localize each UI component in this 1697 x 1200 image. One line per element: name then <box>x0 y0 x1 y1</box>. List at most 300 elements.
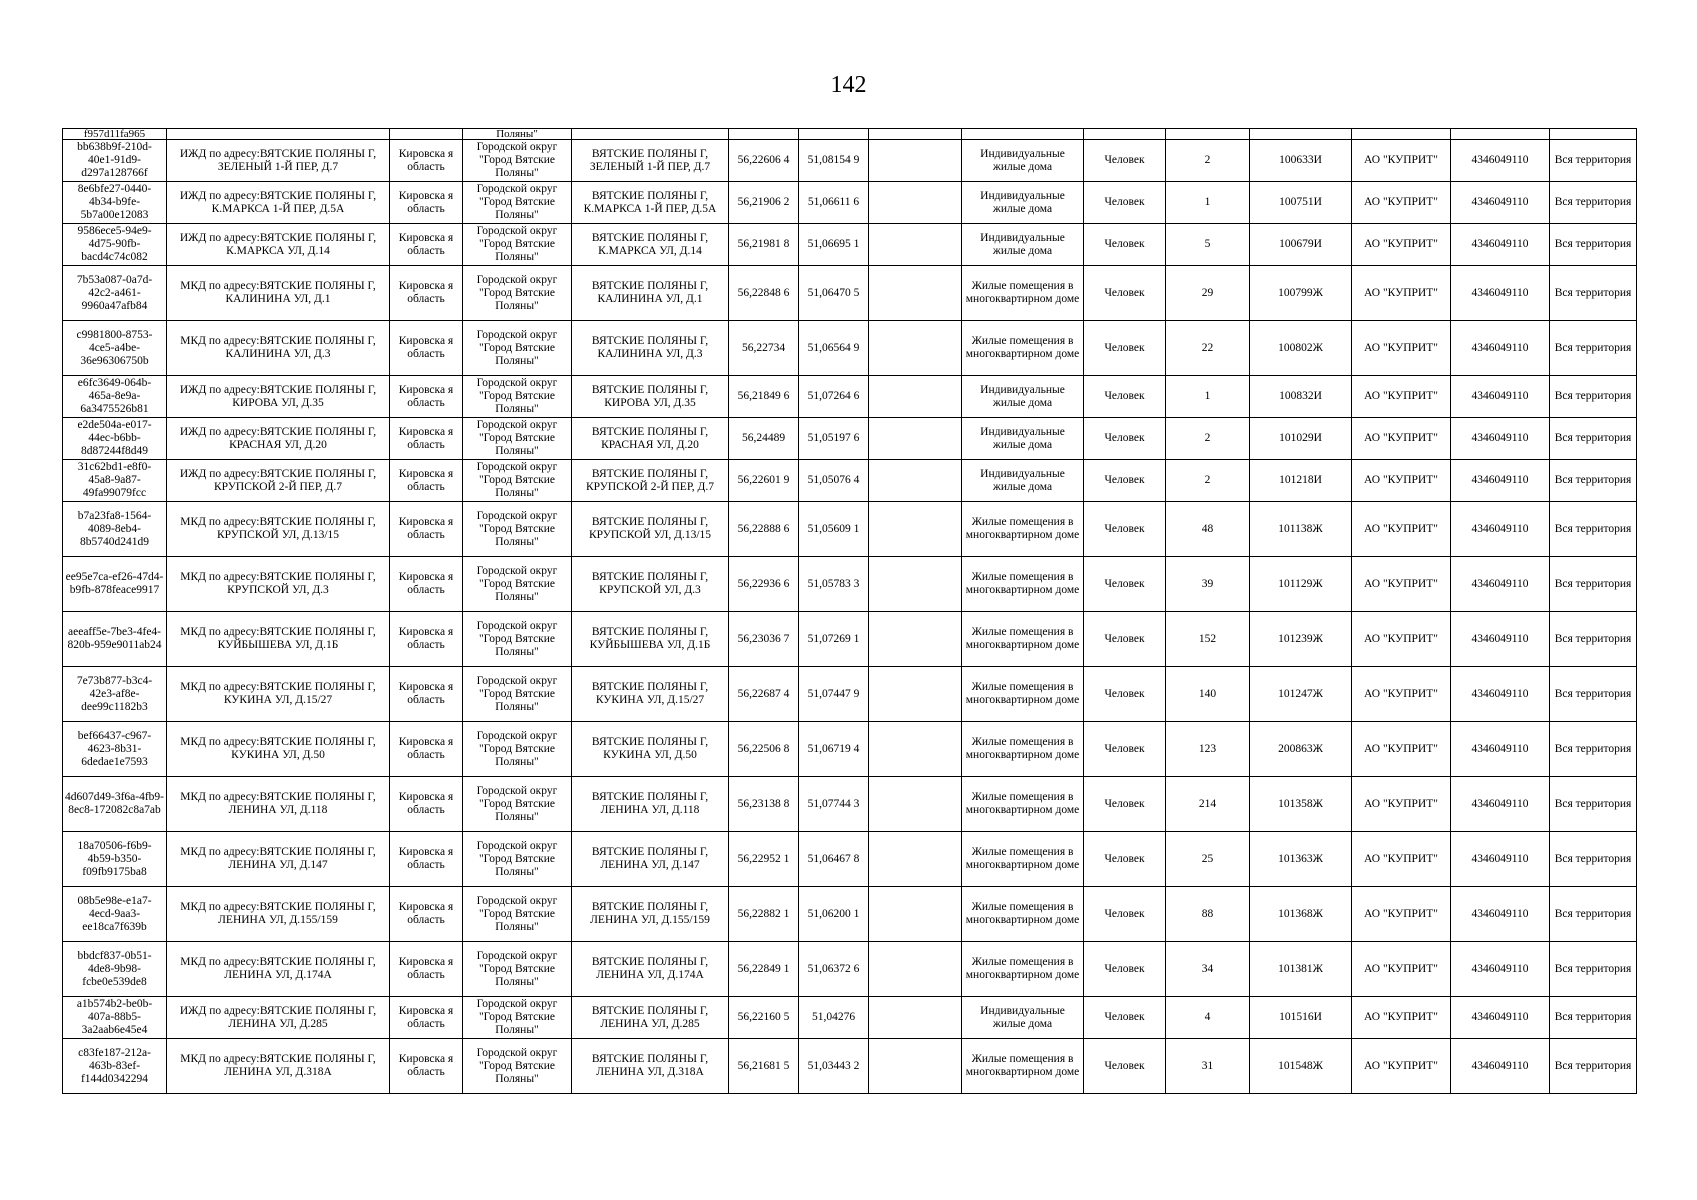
cell-longitude: 51,07447 9 <box>799 667 869 722</box>
cell-region: Кировска я область <box>390 266 463 321</box>
cell-address: ВЯТСКИЕ ПОЛЯНЫ Г, КАЛИНИНА УЛ, Д.1 <box>572 266 729 321</box>
cell-territory: Вся территория <box>1550 557 1637 612</box>
cell-empty <box>869 557 962 612</box>
cell-id: 7e73b877-b3c4-42e3-af8e-dee99c1182b3 <box>63 667 167 722</box>
cell-id: 18a70506-f6b9-4b59-b350-f09fb9175ba8 <box>63 832 167 887</box>
cell-address: ВЯТСКИЕ ПОЛЯНЫ Г, К.МАРКСА 1-Й ПЕР, Д.5А <box>572 182 729 224</box>
cell-object: МКД по адресу:ВЯТСКИЕ ПОЛЯНЫ Г, КУКИНА УЛ, Д.50 <box>167 722 390 777</box>
cell-count: 123 <box>1166 722 1250 777</box>
cell-count: 214 <box>1166 777 1250 832</box>
cell-district: Городской округ "Город Вятские Поляны" <box>463 887 572 942</box>
cell-count: 88 <box>1166 887 1250 942</box>
cell-address: ВЯТСКИЕ ПОЛЯНЫ Г, КАЛИНИНА УЛ, Д.3 <box>572 321 729 376</box>
table-row <box>63 140 1637 182</box>
cell-region: Кировска я область <box>390 182 463 224</box>
cell-type: Жилые помещения в многоквартирном доме <box>962 557 1084 612</box>
cell-empty <box>869 376 962 418</box>
cell-account: 101239Ж <box>1250 612 1352 667</box>
cell-count: 1 <box>1166 376 1250 418</box>
cell-account: 101368Ж <box>1250 887 1352 942</box>
cell-district: Поляны" <box>463 129 572 140</box>
cell-inn: 4346049110 <box>1451 321 1550 376</box>
cell-type: Жилые помещения в многоквартирном доме <box>962 1039 1084 1094</box>
cell-inn: 4346049110 <box>1451 667 1550 722</box>
cell-address: ВЯТСКИЕ ПОЛЯНЫ Г, КРУПСКОЙ УЛ, Д.3 <box>572 557 729 612</box>
cell-territory: Вся территория <box>1550 460 1637 502</box>
cell-region: Кировска я область <box>390 460 463 502</box>
cell-territory: Вся территория <box>1550 942 1637 997</box>
cell-count: 152 <box>1166 612 1250 667</box>
cell-id: 31c62bd1-e8f0-45a8-9a87-49fa99079fcc <box>63 460 167 502</box>
cell-region: Кировска я область <box>390 321 463 376</box>
cell-object: МКД по адресу:ВЯТСКИЕ ПОЛЯНЫ Г, КУКИНА УЛ, Д.15/27 <box>167 667 390 722</box>
cell-unit: Человек <box>1084 997 1166 1039</box>
table-row <box>63 997 1637 1039</box>
cell-longitude: 51,06372 6 <box>799 942 869 997</box>
cell-address: ВЯТСКИЕ ПОЛЯНЫ Г, КРУПСКОЙ УЛ, Д.13/15 <box>572 502 729 557</box>
cell-district: Городской округ "Город Вятские Поляны" <box>463 418 572 460</box>
cell-longitude: 51,05783 3 <box>799 557 869 612</box>
cell-district: Городской округ "Город Вятские Поляны" <box>463 376 572 418</box>
cell-address: ВЯТСКИЕ ПОЛЯНЫ Г, КИРОВА УЛ, Д.35 <box>572 376 729 418</box>
cell-longitude: 51,06467 8 <box>799 832 869 887</box>
table-row <box>63 418 1637 460</box>
cell-empty <box>869 832 962 887</box>
cell-operator: АО "КУПРИТ" <box>1352 887 1451 942</box>
cell-operator: АО "КУПРИТ" <box>1352 722 1451 777</box>
cell-unit: Человек <box>1084 722 1166 777</box>
cell-inn: 4346049110 <box>1451 224 1550 266</box>
cell-type: Жилые помещения в многоквартирном доме <box>962 832 1084 887</box>
cell-empty <box>869 140 962 182</box>
table-row <box>63 224 1637 266</box>
cell-account: 100679И <box>1250 224 1352 266</box>
cell-unit: Человек <box>1084 182 1166 224</box>
cell-operator: АО "КУПРИТ" <box>1352 1039 1451 1094</box>
cell-latitude: 56,24489 <box>729 418 799 460</box>
cell-count: 31 <box>1166 1039 1250 1094</box>
cell-empty <box>869 129 962 140</box>
cell-latitude: 56,21849 6 <box>729 376 799 418</box>
cell-operator: АО "КУПРИТ" <box>1352 557 1451 612</box>
cell-operator: АО "КУПРИТ" <box>1352 777 1451 832</box>
cell-type: Жилые помещения в многоквартирном доме <box>962 887 1084 942</box>
cell-unit: Человек <box>1084 224 1166 266</box>
cell-unit <box>1084 129 1166 140</box>
cell-type: Жилые помещения в многоквартирном доме <box>962 777 1084 832</box>
cell-longitude: 51,06695 1 <box>799 224 869 266</box>
cell-latitude <box>729 129 799 140</box>
cell-territory: Вся территория <box>1550 887 1637 942</box>
cell-empty <box>869 418 962 460</box>
cell-empty <box>869 321 962 376</box>
cell-count: 22 <box>1166 321 1250 376</box>
cell-object: ИЖД по адресу:ВЯТСКИЕ ПОЛЯНЫ Г, КИРОВА УЛ, Д.35 <box>167 376 390 418</box>
cell-territory: Вся территория <box>1550 1039 1637 1094</box>
cell-empty <box>869 667 962 722</box>
cell-account: 100799Ж <box>1250 266 1352 321</box>
cell-district: Городской округ "Город Вятские Поляны" <box>463 321 572 376</box>
cell-district: Городской округ "Город Вятские Поляны" <box>463 997 572 1039</box>
cell-territory: Вся территория <box>1550 832 1637 887</box>
cell-account: 101516И <box>1250 997 1352 1039</box>
cell-type: Жилые помещения в многоквартирном доме <box>962 722 1084 777</box>
cell-id: c83fe187-212a-463b-83ef-f144d0342294 <box>63 1039 167 1094</box>
cell-object: ИЖД по адресу:ВЯТСКИЕ ПОЛЯНЫ Г, К.МАРКСА 1-Й ПЕР, Д.5А <box>167 182 390 224</box>
cell-operator: АО "КУПРИТ" <box>1352 418 1451 460</box>
cell-empty <box>869 722 962 777</box>
cell-territory: Вся территория <box>1550 667 1637 722</box>
table-row <box>63 460 1637 502</box>
cell-inn: 4346049110 <box>1451 460 1550 502</box>
table-row-continued <box>63 129 1637 140</box>
cell-unit: Человек <box>1084 418 1166 460</box>
cell-longitude: 51,07269 1 <box>799 612 869 667</box>
cell-account: 101363Ж <box>1250 832 1352 887</box>
cell-latitude: 56,22848 6 <box>729 266 799 321</box>
cell-latitude: 56,21981 8 <box>729 224 799 266</box>
cell-region: Кировска я область <box>390 502 463 557</box>
cell-count: 39 <box>1166 557 1250 612</box>
cell-account: 100751И <box>1250 182 1352 224</box>
cell-territory: Вся территория <box>1550 418 1637 460</box>
cell-latitude: 56,23138 8 <box>729 777 799 832</box>
cell-district: Городской округ "Город Вятские Поляны" <box>463 557 572 612</box>
cell-inn: 4346049110 <box>1451 1039 1550 1094</box>
cell-type: Жилые помещения в многоквартирном доме <box>962 667 1084 722</box>
cell-district: Городской округ "Город Вятские Поляны" <box>463 612 572 667</box>
cell-type: Индивидуальные жилые дома <box>962 224 1084 266</box>
cell-empty <box>869 612 962 667</box>
cell-unit: Человек <box>1084 321 1166 376</box>
cell-operator <box>1352 129 1451 140</box>
cell-territory: Вся территория <box>1550 722 1637 777</box>
cell-object: ИЖД по адресу:ВЯТСКИЕ ПОЛЯНЫ Г, К.МАРКСА УЛ, Д.14 <box>167 224 390 266</box>
cell-type: Жилые помещения в многоквартирном доме <box>962 502 1084 557</box>
cell-unit: Человек <box>1084 887 1166 942</box>
cell-account: 101218И <box>1250 460 1352 502</box>
cell-address: ВЯТСКИЕ ПОЛЯНЫ Г, КРАСНАЯ УЛ, Д.20 <box>572 418 729 460</box>
cell-longitude: 51,06611 6 <box>799 182 869 224</box>
table-row <box>63 887 1637 942</box>
cell-account: 101381Ж <box>1250 942 1352 997</box>
table-row <box>63 266 1637 321</box>
cell-type: Индивидуальные жилые дома <box>962 376 1084 418</box>
cell-address: ВЯТСКИЕ ПОЛЯНЫ Г, КУКИНА УЛ, Д.15/27 <box>572 667 729 722</box>
cell-type: Индивидуальные жилые дома <box>962 997 1084 1039</box>
table-row <box>63 942 1637 997</box>
cell-account: 101129Ж <box>1250 557 1352 612</box>
cell-region <box>390 129 463 140</box>
cell-empty <box>869 887 962 942</box>
cell-type: Жилые помещения в многоквартирном доме <box>962 612 1084 667</box>
cell-address: ВЯТСКИЕ ПОЛЯНЫ Г, КУКИНА УЛ, Д.50 <box>572 722 729 777</box>
cell-count: 5 <box>1166 224 1250 266</box>
cell-type: Жилые помещения в многоквартирном доме <box>962 266 1084 321</box>
cell-latitude: 56,22160 5 <box>729 997 799 1039</box>
cell-unit: Человек <box>1084 502 1166 557</box>
cell-account: 100633И <box>1250 140 1352 182</box>
table-row <box>63 502 1637 557</box>
cell-latitude: 56,22952 1 <box>729 832 799 887</box>
cell-object: МКД по адресу:ВЯТСКИЕ ПОЛЯНЫ Г, КРУПСКОЙ УЛ, Д.13/15 <box>167 502 390 557</box>
cell-object <box>167 129 390 140</box>
cell-latitude: 56,22506 8 <box>729 722 799 777</box>
cell-district: Городской округ "Город Вятские Поляны" <box>463 140 572 182</box>
cell-account: 101548Ж <box>1250 1039 1352 1094</box>
cell-inn: 4346049110 <box>1451 557 1550 612</box>
cell-district: Городской округ "Город Вятские Поляны" <box>463 1039 572 1094</box>
cell-account: 101029И <box>1250 418 1352 460</box>
cell-operator: АО "КУПРИТ" <box>1352 832 1451 887</box>
cell-id: c9981800-8753-4ce5-a4be-36e96306750b <box>63 321 167 376</box>
cell-count: 4 <box>1166 997 1250 1039</box>
cell-id: 4d607d49-3f6a-4fb9-8ec8-172082c8a7ab <box>63 777 167 832</box>
cell-unit: Человек <box>1084 140 1166 182</box>
cell-account: 101247Ж <box>1250 667 1352 722</box>
cell-account <box>1250 129 1352 140</box>
cell-empty <box>869 997 962 1039</box>
cell-empty <box>869 777 962 832</box>
cell-unit: Человек <box>1084 460 1166 502</box>
cell-address: ВЯТСКИЕ ПОЛЯНЫ Г, ЛЕНИНА УЛ, Д.318А <box>572 1039 729 1094</box>
cell-address: ВЯТСКИЕ ПОЛЯНЫ Г, ЛЕНИНА УЛ, Д.155/159 <box>572 887 729 942</box>
cell-region: Кировска я область <box>390 777 463 832</box>
cell-operator: АО "КУПРИТ" <box>1352 667 1451 722</box>
cell-inn: 4346049110 <box>1451 182 1550 224</box>
cell-latitude: 56,22734 <box>729 321 799 376</box>
cell-id: 08b5e98e-e1a7-4ecd-9aa3-ee18ca7f639b <box>63 887 167 942</box>
cell-inn: 4346049110 <box>1451 832 1550 887</box>
cell-unit: Человек <box>1084 942 1166 997</box>
cell-region: Кировска я область <box>390 832 463 887</box>
cell-territory <box>1550 129 1637 140</box>
cell-inn: 4346049110 <box>1451 376 1550 418</box>
cell-id: aeeaff5e-7be3-4fe4-820b-959e9011ab24 <box>63 612 167 667</box>
table-row <box>63 1039 1637 1094</box>
cell-operator: АО "КУПРИТ" <box>1352 266 1451 321</box>
cell-longitude: 51,06470 5 <box>799 266 869 321</box>
cell-region: Кировска я область <box>390 722 463 777</box>
cell-region: Кировска я область <box>390 557 463 612</box>
cell-latitude: 56,22882 1 <box>729 887 799 942</box>
cell-inn: 4346049110 <box>1451 722 1550 777</box>
table-row <box>63 832 1637 887</box>
cell-longitude: 51,08154 9 <box>799 140 869 182</box>
cell-operator: АО "КУПРИТ" <box>1352 942 1451 997</box>
table-row <box>63 667 1637 722</box>
cell-count: 2 <box>1166 418 1250 460</box>
cell-count: 34 <box>1166 942 1250 997</box>
cell-object: МКД по адресу:ВЯТСКИЕ ПОЛЯНЫ Г, ЛЕНИНА УЛ, Д.318А <box>167 1039 390 1094</box>
cell-longitude: 51,05197 6 <box>799 418 869 460</box>
cell-longitude: 51,06200 1 <box>799 887 869 942</box>
cell-count <box>1166 129 1250 140</box>
cell-inn: 4346049110 <box>1451 942 1550 997</box>
cell-count: 2 <box>1166 140 1250 182</box>
cell-address: ВЯТСКИЕ ПОЛЯНЫ Г, ЛЕНИНА УЛ, Д.285 <box>572 997 729 1039</box>
cell-region: Кировска я область <box>390 140 463 182</box>
cell-empty <box>869 460 962 502</box>
cell-account: 100832И <box>1250 376 1352 418</box>
cell-address: ВЯТСКИЕ ПОЛЯНЫ Г, ЛЕНИНА УЛ, Д.174А <box>572 942 729 997</box>
cell-account: 200863Ж <box>1250 722 1352 777</box>
cell-address <box>572 129 729 140</box>
cell-id: bbdcf837-0b51-4de8-9b98-fcbe0e539de8 <box>63 942 167 997</box>
cell-id: bb638b9f-210d-40e1-91d9-d297a128766f <box>63 140 167 182</box>
cell-empty <box>869 1039 962 1094</box>
cell-district: Городской округ "Город Вятские Поляны" <box>463 777 572 832</box>
cell-inn: 4346049110 <box>1451 612 1550 667</box>
cell-latitude: 56,22936 6 <box>729 557 799 612</box>
cell-inn: 4346049110 <box>1451 140 1550 182</box>
cell-region: Кировска я область <box>390 418 463 460</box>
cell-district: Городской округ "Город Вятские Поляны" <box>463 502 572 557</box>
cell-district: Городской округ "Город Вятские Поляны" <box>463 224 572 266</box>
cell-longitude <box>799 129 869 140</box>
cell-id: 8e6bfe27-0440-4b34-b9fe-5b7a00e12083 <box>63 182 167 224</box>
cell-district: Городской округ "Город Вятские Поляны" <box>463 832 572 887</box>
cell-empty <box>869 224 962 266</box>
cell-district: Городской округ "Город Вятские Поляны" <box>463 266 572 321</box>
page-number: 142 <box>830 72 867 98</box>
cell-address: ВЯТСКИЕ ПОЛЯНЫ Г, ЗЕЛЕНЫЙ 1-Й ПЕР, Д.7 <box>572 140 729 182</box>
table-row <box>63 182 1637 224</box>
cell-operator: АО "КУПРИТ" <box>1352 376 1451 418</box>
table-row <box>63 612 1637 667</box>
cell-longitude: 51,07744 3 <box>799 777 869 832</box>
cell-region: Кировска я область <box>390 1039 463 1094</box>
cell-object: МКД по адресу:ВЯТСКИЕ ПОЛЯНЫ Г, ЛЕНИНА УЛ, Д.174А <box>167 942 390 997</box>
cell-operator: АО "КУПРИТ" <box>1352 182 1451 224</box>
cell-region: Кировска я область <box>390 887 463 942</box>
cell-latitude: 56,23036 7 <box>729 612 799 667</box>
cell-type: Индивидуальные жилые дома <box>962 182 1084 224</box>
cell-latitude: 56,21681 5 <box>729 1039 799 1094</box>
cell-object: МКД по адресу:ВЯТСКИЕ ПОЛЯНЫ Г, КРУПСКОЙ УЛ, Д.3 <box>167 557 390 612</box>
cell-territory: Вся территория <box>1550 612 1637 667</box>
cell-inn: 4346049110 <box>1451 502 1550 557</box>
cell-district: Городской округ "Город Вятские Поляны" <box>463 667 572 722</box>
cell-territory: Вся территория <box>1550 777 1637 832</box>
cell-operator: АО "КУПРИТ" <box>1352 321 1451 376</box>
cell-address: ВЯТСКИЕ ПОЛЯНЫ Г, ЛЕНИНА УЛ, Д.147 <box>572 832 729 887</box>
cell-id: 7b53a087-0a7d-42c2-a461-9960a47afb84 <box>63 266 167 321</box>
cell-account: 101358Ж <box>1250 777 1352 832</box>
cell-latitude: 56,22606 4 <box>729 140 799 182</box>
cell-type: Индивидуальные жилые дома <box>962 460 1084 502</box>
cell-longitude: 51,06564 9 <box>799 321 869 376</box>
cell-region: Кировска я область <box>390 224 463 266</box>
cell-territory: Вся территория <box>1550 224 1637 266</box>
cell-territory: Вся территория <box>1550 182 1637 224</box>
cell-id: ee95e7ca-ef26-47d4-b9fb-878feace9917 <box>63 557 167 612</box>
cell-count: 140 <box>1166 667 1250 722</box>
cell-count: 29 <box>1166 266 1250 321</box>
cell-id: 9586ece5-94e9-4d75-90fb-bacd4c74c082 <box>63 224 167 266</box>
cell-address: ВЯТСКИЕ ПОЛЯНЫ Г, К.МАРКСА УЛ, Д.14 <box>572 224 729 266</box>
cell-inn: 4346049110 <box>1451 997 1550 1039</box>
cell-address: ВЯТСКИЕ ПОЛЯНЫ Г, КУЙБЫШЕВА УЛ, Д.1Б <box>572 612 729 667</box>
cell-territory: Вся территория <box>1550 140 1637 182</box>
table-row <box>63 321 1637 376</box>
table-row <box>63 376 1637 418</box>
cell-operator: АО "КУПРИТ" <box>1352 997 1451 1039</box>
cell-object: МКД по адресу:ВЯТСКИЕ ПОЛЯНЫ Г, ЛЕНИНА УЛ, Д.147 <box>167 832 390 887</box>
cell-longitude: 51,05076 4 <box>799 460 869 502</box>
cell-region: Кировска я область <box>390 997 463 1039</box>
cell-id: e6fc3649-064b-465a-8e9a-6a3475526b81 <box>63 376 167 418</box>
cell-inn: 4346049110 <box>1451 887 1550 942</box>
registry-table <box>62 128 1637 1094</box>
cell-latitude: 56,22888 6 <box>729 502 799 557</box>
cell-inn: 4346049110 <box>1451 777 1550 832</box>
cell-longitude: 51,03443 2 <box>799 1039 869 1094</box>
cell-count: 2 <box>1166 460 1250 502</box>
cell-inn: 4346049110 <box>1451 418 1550 460</box>
cell-id: a1b574b2-be0b-407a-88b5-3a2aab6e45e4 <box>63 997 167 1039</box>
cell-territory: Вся территория <box>1550 376 1637 418</box>
table-row <box>63 557 1637 612</box>
cell-object: ИЖД по адресу:ВЯТСКИЕ ПОЛЯНЫ Г, КРАСНАЯ УЛ, Д.20 <box>167 418 390 460</box>
cell-territory: Вся территория <box>1550 502 1637 557</box>
cell-account: 100802Ж <box>1250 321 1352 376</box>
cell-longitude: 51,06719 4 <box>799 722 869 777</box>
cell-longitude: 51,07264 6 <box>799 376 869 418</box>
cell-object: ИЖД по адресу:ВЯТСКИЕ ПОЛЯНЫ Г, ЗЕЛЕНЫЙ 1-Й ПЕР, Д.7 <box>167 140 390 182</box>
cell-operator: АО "КУПРИТ" <box>1352 460 1451 502</box>
cell-type <box>962 129 1084 140</box>
cell-object: МКД по адресу:ВЯТСКИЕ ПОЛЯНЫ Г, ЛЕНИНА УЛ, Д.118 <box>167 777 390 832</box>
cell-object: МКД по адресу:ВЯТСКИЕ ПОЛЯНЫ Г, КАЛИНИНА УЛ, Д.3 <box>167 321 390 376</box>
cell-object: ИЖД по адресу:ВЯТСКИЕ ПОЛЯНЫ Г, КРУПСКОЙ 2-Й ПЕР, Д.7 <box>167 460 390 502</box>
cell-region: Кировска я область <box>390 667 463 722</box>
cell-object: МКД по адресу:ВЯТСКИЕ ПОЛЯНЫ Г, КАЛИНИНА УЛ, Д.1 <box>167 266 390 321</box>
cell-count: 1 <box>1166 182 1250 224</box>
table-row <box>63 722 1637 777</box>
cell-empty <box>869 942 962 997</box>
cell-district: Городской округ "Город Вятские Поляны" <box>463 182 572 224</box>
cell-inn: 4346049110 <box>1451 266 1550 321</box>
cell-unit: Человек <box>1084 376 1166 418</box>
cell-id: bef66437-c967-4623-8b31-6dedae1e7593 <box>63 722 167 777</box>
cell-id: e2de504a-e017-44ec-b6bb-8d87244f8d49 <box>63 418 167 460</box>
cell-operator: АО "КУПРИТ" <box>1352 140 1451 182</box>
cell-unit: Человек <box>1084 557 1166 612</box>
cell-region: Кировска я область <box>390 376 463 418</box>
cell-unit: Человек <box>1084 612 1166 667</box>
cell-address: ВЯТСКИЕ ПОЛЯНЫ Г, ЛЕНИНА УЛ, Д.118 <box>572 777 729 832</box>
cell-object: МКД по адресу:ВЯТСКИЕ ПОЛЯНЫ Г, ЛЕНИНА УЛ, Д.155/159 <box>167 887 390 942</box>
cell-id: f957d11fa965 <box>63 129 167 140</box>
cell-type: Жилые помещения в многоквартирном доме <box>962 321 1084 376</box>
cell-unit: Человек <box>1084 667 1166 722</box>
cell-count: 48 <box>1166 502 1250 557</box>
cell-district: Городской округ "Город Вятские Поляны" <box>463 942 572 997</box>
cell-latitude: 56,22687 4 <box>729 667 799 722</box>
cell-operator: АО "КУПРИТ" <box>1352 612 1451 667</box>
cell-longitude: 51,04276 <box>799 997 869 1039</box>
cell-unit: Человек <box>1084 266 1166 321</box>
cell-unit: Человек <box>1084 1039 1166 1094</box>
cell-type: Индивидуальные жилые дома <box>962 140 1084 182</box>
cell-region: Кировска я область <box>390 612 463 667</box>
cell-id: b7a23fa8-1564-4089-8eb4-8b5740d241d9 <box>63 502 167 557</box>
cell-latitude: 56,21906 2 <box>729 182 799 224</box>
cell-operator: АО "КУПРИТ" <box>1352 224 1451 266</box>
cell-operator: АО "КУПРИТ" <box>1352 502 1451 557</box>
cell-object: ИЖД по адресу:ВЯТСКИЕ ПОЛЯНЫ Г, ЛЕНИНА УЛ, Д.285 <box>167 997 390 1039</box>
